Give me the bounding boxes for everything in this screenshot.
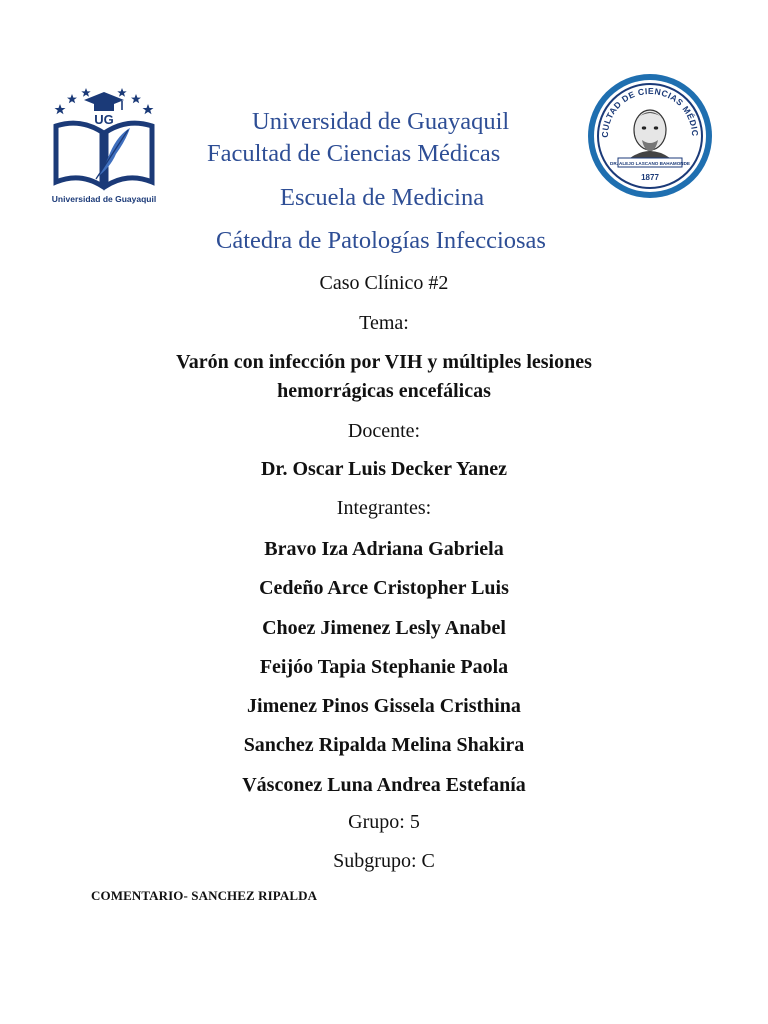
university-name: Universidad de Guayaquil (252, 108, 510, 135)
svg-text:DR. ALEJO LASCANO BAHAMONDE: DR. ALEJO LASCANO BAHAMONDE (610, 161, 690, 166)
case-title: Caso Clínico #2 (319, 272, 449, 294)
comment-heading: COMENTARIO- SANCHEZ RIPALDA (91, 888, 318, 903)
member-list (0, 536, 768, 811)
svg-text:FACULTAD DE CIENCIAS MÉDICAS: CULTAD DE CIENCIAS MÉDIC (599, 85, 701, 138)
case-topic (0, 348, 768, 406)
faculty-name: Facultad de Ciencias Médicas (207, 140, 501, 167)
integrantes-label: Integrantes: (336, 497, 432, 519)
case-topic-line-1: Varón con infección por VIH y múltiples lesiones (176, 351, 592, 373)
list-item: Sanchez Ripalda Melina Shakira (243, 734, 525, 757)
faculty-seal (584, 70, 716, 202)
group-label: Grupo: 5 (348, 811, 420, 833)
svg-text:UG: UG (94, 112, 114, 127)
list-item: Choez Jimenez Lesly Anabel (262, 616, 506, 639)
faculty-portrait-seal-icon (584, 70, 716, 202)
list-item: Vásconez Luna Andrea Estefanía (242, 773, 526, 796)
university-logo (38, 82, 170, 212)
subgroup-label: Subgrupo: C (333, 850, 435, 872)
list-item: Bravo Iza Adriana Gabriela (264, 538, 504, 560)
docente-name: Dr. Oscar Luis Decker Yanez (260, 458, 508, 480)
chair-name: Cátedra de Patologías Infecciosas (216, 227, 546, 254)
school-name: Escuela de Medicina (280, 184, 485, 211)
open-book-quill-icon (38, 82, 170, 194)
case-topic-line-2: hemorrágicas encefálicas (277, 380, 491, 402)
docente-label: Docente: (347, 420, 421, 442)
list-item: Cedeño Arce Cristopher Luis (259, 577, 509, 600)
list-item: Feijóo Tapia Stephanie Paola (259, 655, 509, 678)
tema-label: Tema: (359, 312, 409, 334)
list-item: Jimenez Pinos Gissela Cristhina (247, 695, 521, 718)
university-logo-caption: Universidad de Guayaquil (51, 194, 157, 204)
svg-text:1877: 1877 (641, 173, 659, 182)
